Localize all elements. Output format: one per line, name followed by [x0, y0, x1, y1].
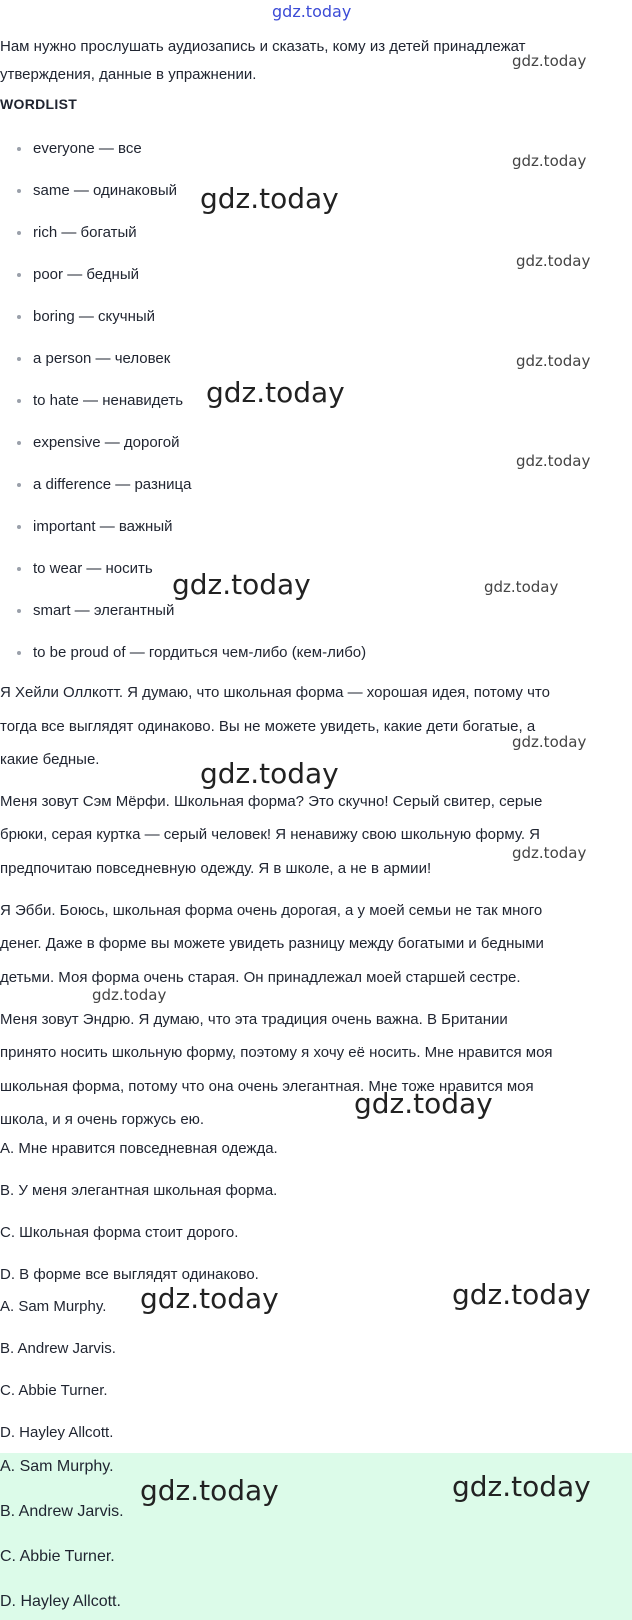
- watermark: gdz.today: [512, 52, 587, 70]
- list-item: a person — человек: [0, 348, 366, 390]
- statement-a: A. Мне нравится повседневная одежда.: [0, 1140, 278, 1157]
- intro-line-1: Нам нужно прослушать аудиозапись и сказать, кому из детей принадлежат: [0, 38, 526, 55]
- text-andrew-line: Меня зовут Эндрю. Я думаю, что эта традиция очень важна. В Британии: [0, 1011, 508, 1028]
- answer-c: C. Abbie Turner.: [0, 1548, 115, 1565]
- list-item: a difference — разница: [0, 474, 366, 516]
- list-item: same — одинаковый: [0, 180, 366, 222]
- watermark: gdz.today: [354, 1087, 493, 1120]
- wordlist-title: WORDLIST: [0, 96, 78, 112]
- text-abbie-line: Я Эбби. Боюсь, школьная форма очень дорогая, а у моей семьи не так много: [0, 902, 543, 919]
- list-item: important — важный: [0, 516, 366, 558]
- watermark: gdz.today: [140, 1474, 279, 1507]
- watermark: gdz.today: [484, 578, 559, 596]
- list-item: poor — бедный: [0, 264, 366, 306]
- watermark: gdz.today: [140, 1282, 279, 1315]
- name-d: D. Hayley Allcott.: [0, 1424, 114, 1441]
- list-item: smart — элегантный: [0, 600, 366, 642]
- watermark: gdz.today: [206, 376, 345, 409]
- text-abbie-line: детьми. Моя форма очень старая. Он принадлежал моей старшей сестре.: [0, 969, 521, 986]
- answer-d: D. Hayley Allcott.: [0, 1593, 121, 1610]
- statement-d: D. В форме все выглядят одинаково.: [0, 1266, 259, 1283]
- text-hayley-line: какие бедные.: [0, 751, 100, 768]
- watermark-top: gdz.today: [272, 2, 352, 21]
- watermark: gdz.today: [200, 182, 339, 215]
- text-sam-line: Меня зовут Сэм Мёрфи. Школьная форма? Это скучно! Серый свитер, серые: [0, 793, 543, 810]
- answer-a: A. Sam Murphy.: [0, 1458, 114, 1475]
- watermark: gdz.today: [516, 352, 591, 370]
- intro-line-2: утверждения, данные в упражнении.: [0, 66, 257, 83]
- list-item: to wear — носить: [0, 558, 366, 600]
- statement-b: B. У меня элегантная школьная форма.: [0, 1182, 278, 1199]
- name-b: B. Andrew Jarvis.: [0, 1340, 116, 1357]
- list-item: rich — богатый: [0, 222, 366, 264]
- text-hayley-line: тогда все выглядят одинаково. Вы не можете увидеть, какие дети богатые, а: [0, 718, 536, 735]
- list-item: boring — скучный: [0, 306, 366, 348]
- text-sam-line: предпочитаю повседневную одежду. Я в школе, а не в армии!: [0, 860, 432, 877]
- answer-b: B. Andrew Jarvis.: [0, 1503, 124, 1520]
- list-item: expensive — дорогой: [0, 432, 366, 474]
- list-item: to hate — ненавидеть: [0, 390, 366, 432]
- watermark: gdz.today: [200, 757, 339, 790]
- watermark: gdz.today: [512, 152, 587, 170]
- text-andrew-line: принято носить школьную форму, поэтому я хочу её носить. Мне нравится моя: [0, 1044, 553, 1061]
- watermark: gdz.today: [172, 568, 311, 601]
- watermark: gdz.today: [92, 986, 167, 1004]
- statement-c: C. Школьная форма стоит дорого.: [0, 1224, 239, 1241]
- watermark: gdz.today: [516, 252, 591, 270]
- text-sam-line: брюки, серая куртка — серый человек! Я ненавижу свою школьную форму. Я: [0, 826, 541, 843]
- text-andrew-line: школа, и я очень горжусь ею.: [0, 1111, 205, 1128]
- watermark: gdz.today: [516, 452, 591, 470]
- text-hayley-line: Я Хейли Оллкотт. Я думаю, что школьная форма — хорошая идея, потому что: [0, 684, 550, 701]
- wordlist: [0, 138, 366, 684]
- list-item: to be proud of — гордиться чем-либо (кем-либо): [0, 642, 366, 684]
- watermark: gdz.today: [452, 1470, 591, 1503]
- watermark: gdz.today: [512, 733, 587, 751]
- watermark: gdz.today: [512, 844, 587, 862]
- text-andrew-line: школьная форма, потому что она очень элегантная. Мне тоже нравится моя: [0, 1078, 534, 1095]
- watermark: gdz.today: [452, 1278, 591, 1311]
- name-c: C. Abbie Turner.: [0, 1382, 108, 1399]
- text-abbie-line: денег. Даже в форме вы можете увидеть разницу между богатыми и бедными: [0, 935, 544, 952]
- name-a: A. Sam Murphy.: [0, 1298, 107, 1315]
- list-item: everyone — все: [0, 138, 366, 180]
